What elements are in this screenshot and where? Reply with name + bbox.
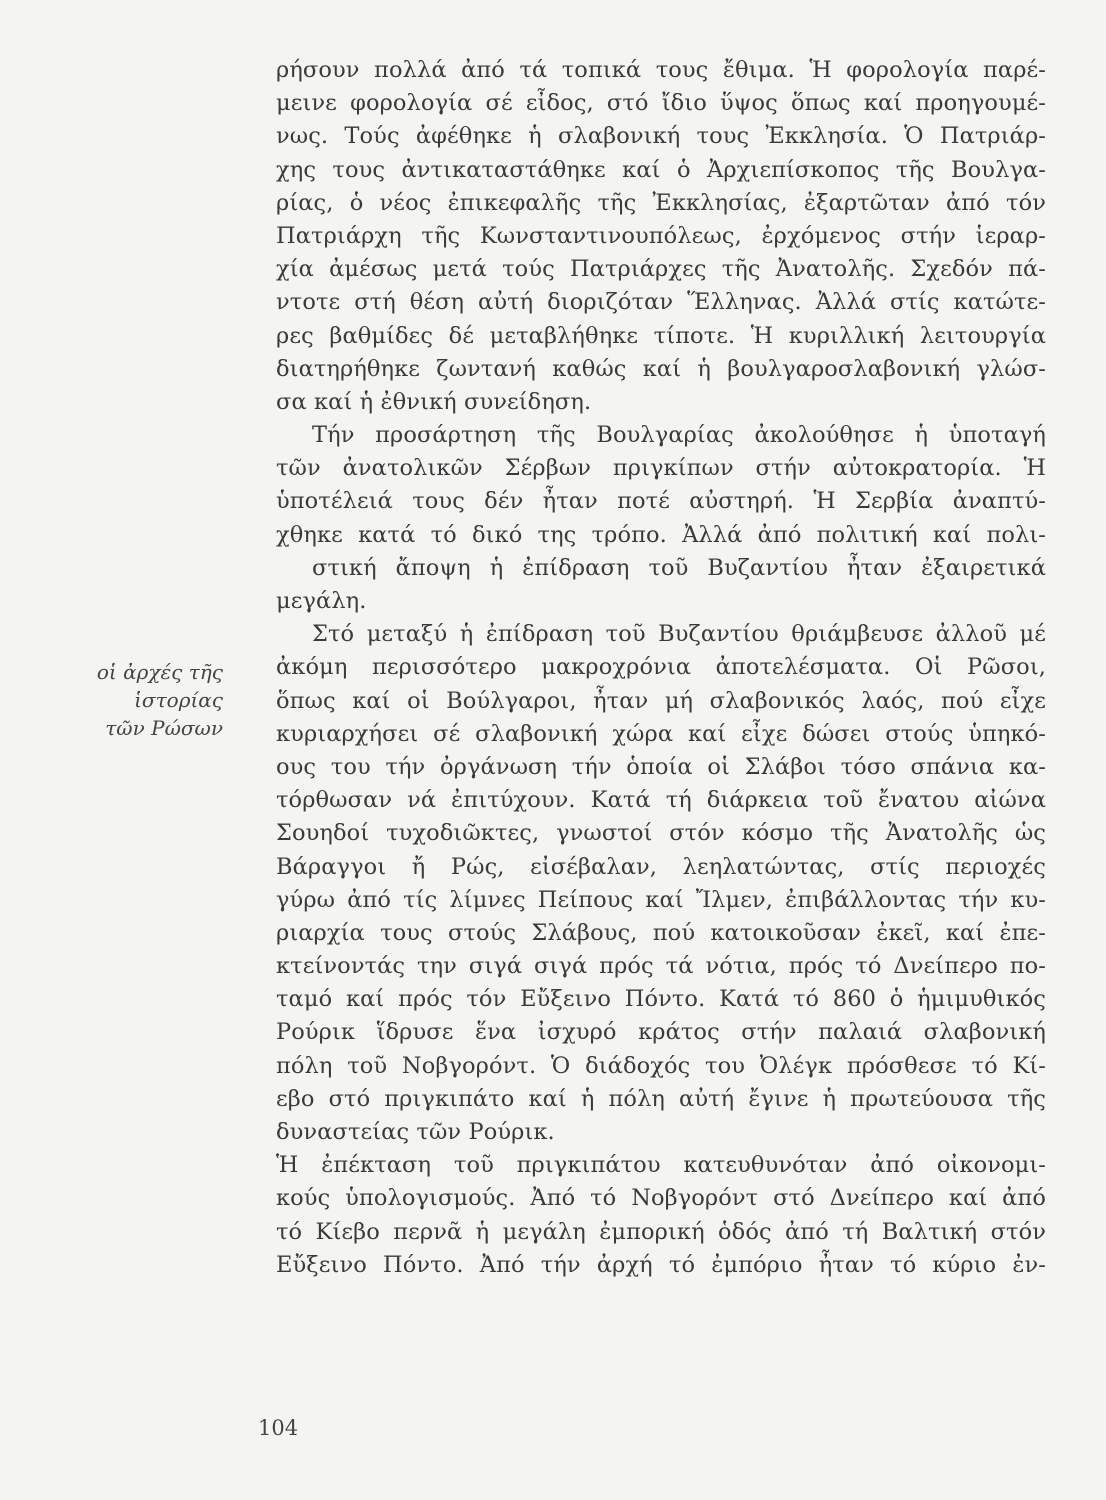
text-line: ρίας, ὁ νέος ἐπικεφαλῆς τῆς Ἐκκλησίας, ἐξαρτῶταν ἀπό τόν <box>276 189 1046 216</box>
text-line: σα καί ἡ ἐθνική συνείδηση. <box>276 388 592 415</box>
text-line: Πατριάρχη τῆς Κωνσταντινουπόλεως, ἐρχόμενος στήν ἱεραρ- <box>276 222 1046 249</box>
text-line: κτείνοντάς την σιγά σιγά πρός τά νότια, πρός τό Δνείπερο πο- <box>276 953 1046 980</box>
text-line: Ἡ ἐπέκταση τοῦ πριγκιπάτου κατευθυνόταν ἀπό οἰκονομι- <box>276 1152 1046 1179</box>
text-line: μεινε φορολογία σέ εἶδος, στό ἴδιο ὕψος ὅπως καί προηγουμέ- <box>276 90 1046 117</box>
text-line: κούς ὑπολογισμούς. Ἀπό τό Νοβγορόντ στό Δνείπερο καί ἀπό <box>276 1185 1046 1212</box>
text-line: τόρθωσαν νά ἐπιτύχουν. Κατά τή διάρκεια τοῦ ἔνατου αἰώνα <box>276 787 1046 814</box>
text-line: ρήσουν πολλά ἀπό τά τοπικά τους ἔθιμα. Ἡ φορολογία παρέ- <box>276 57 1046 83</box>
body-text <box>276 54 1046 1282</box>
text-line: στική ἄποψη ἡ ἐπίδραση τοῦ Βυζαντίου ἦταν ἐξαιρετικά <box>312 554 1046 581</box>
text-line: ρες βαθμίδες δέ μεταβλήθηκε τίποτε. Ἡ κυριλλική λειτουργία <box>276 322 1046 349</box>
text-line: νως. Τούς ἀφέθηκε ἡ σλαβονική τους Ἐκκλησία. Ὁ Πατριάρ- <box>276 123 1046 150</box>
text-line: εβο στό πριγκιπάτο καί ἡ πόλη αὐτή ἔγινε ἡ πρωτεύουσα τῆς <box>276 1085 1046 1112</box>
text-line: χθηκε κατά τό δικό της τρόπο. Ἀλλά ἀπό πολιτική καί πολι- <box>276 521 1046 548</box>
text-line: Τήν προσάρτηση τῆς Βουλγαρίας ἀκολούθησε ἡ ὑποταγή <box>312 422 1046 449</box>
text-line: τό Κίεβο περνᾶ ἡ μεγάλη ἐμπορική ὁδός ἀπό τή Βαλτική στόν <box>276 1218 1046 1245</box>
text-line: γύρω ἀπό τίς λίμνες Πείπους καί Ἴλμεν, ἐπιβάλλοντας τήν κυ- <box>276 886 1046 913</box>
text-line: ὅπως καί οἱ Βούλγαροι, ἦταν μή σλαβονικός λαός, πού εἶχε <box>276 687 1046 714</box>
text-line: Εὔξεινο Πόντο. Ἀπό τήν ἀρχή τό ἐμπόριο ἦταν τό κύριο ἐν- <box>276 1251 1046 1278</box>
text-line: ἀκόμη περισσότερο μακροχρόνια ἀποτελέσματα. Οἱ Ρῶσοι, <box>276 654 1046 681</box>
text-line: ριαρχία τους στούς Σλάβους, πού κατοικοῦσαν ἐκεῖ, καί ἐπε- <box>276 919 1046 946</box>
margin-note-line: ἱστορίας <box>134 688 223 712</box>
text-line: ντοτε στή θέση αὐτή διοριζόταν Ἕλληνας. Ἀλλά στίς κατώτε- <box>276 289 1046 316</box>
text-line: ὑποτέλειά τους δέν ἦταν ποτέ αὐστηρή. Ἡ Σερβία ἀναπτύ- <box>276 488 1046 515</box>
text-line: χης τους ἀντικαταστάθηκε καί ὁ Ἀρχιεπίσκοπος τῆς Βουλγα- <box>276 156 1046 183</box>
text-line: ους του τήν ὀργάνωση τήν ὁποία οἱ Σλάβοι τόσο σπάνια κα- <box>276 753 1046 780</box>
text-line: διατηρήθηκε ζωντανή καθώς καί ἡ βουλγαροσλαβονική γλώσ- <box>276 355 1046 382</box>
text-line: Βάραγγοι ἤ Ρώς, εἰσέβαλαν, λεηλατώντας, στίς περιοχές <box>276 853 1046 880</box>
text-line: Στό μεταξύ ἡ ἐπίδραση τοῦ Βυζαντίου θριάμβευσε ἀλλοῦ μέ <box>312 621 1046 648</box>
text-line: τῶν ἀνατολικῶν Σέρβων πριγκίπων στήν αὐτοκρατορία. Ἡ <box>276 455 1046 482</box>
margin-note-line: τῶν Ρώσων <box>105 716 223 740</box>
text-line: κυριαρχήσει σέ σλαβονική χώρα καί εἶχε δώσει στούς ὑπηκό- <box>276 720 1046 747</box>
margin-note-line: οἱ ἀρχές τῆς <box>96 660 223 684</box>
text-line: ταμό καί πρός τόν Εὔξεινο Πόντο. Κατά τό 860 ὁ ἡμιμυθικός <box>276 986 1046 1013</box>
margin-note <box>60 658 223 742</box>
text-line: Σουηδοί τυχοδιῶκτες, γνωστοί στόν κόσμο τῆς Ἀνατολῆς ὡς <box>276 820 1046 847</box>
page-number: 104 <box>258 1416 299 1440</box>
text-line: μεγάλη. <box>276 588 367 614</box>
text-line: πόλη τοῦ Νοβγορόντ. Ὁ διάδοχός του Ὀλέγκ πρόσθεσε τό Κί- <box>276 1052 1046 1079</box>
text-line: δυναστείας τῶν Ρούρικ. <box>276 1119 555 1145</box>
text-line: Ρούρικ ἵδρυσε ἕνα ἰσχυρό κράτος στήν παλαιά σλαβονική <box>276 1019 1046 1046</box>
text-line: χία ἀμέσως μετά τούς Πατριάρχες τῆς Ἀνατολῆς. Σχεδόν πά- <box>276 256 1046 283</box>
